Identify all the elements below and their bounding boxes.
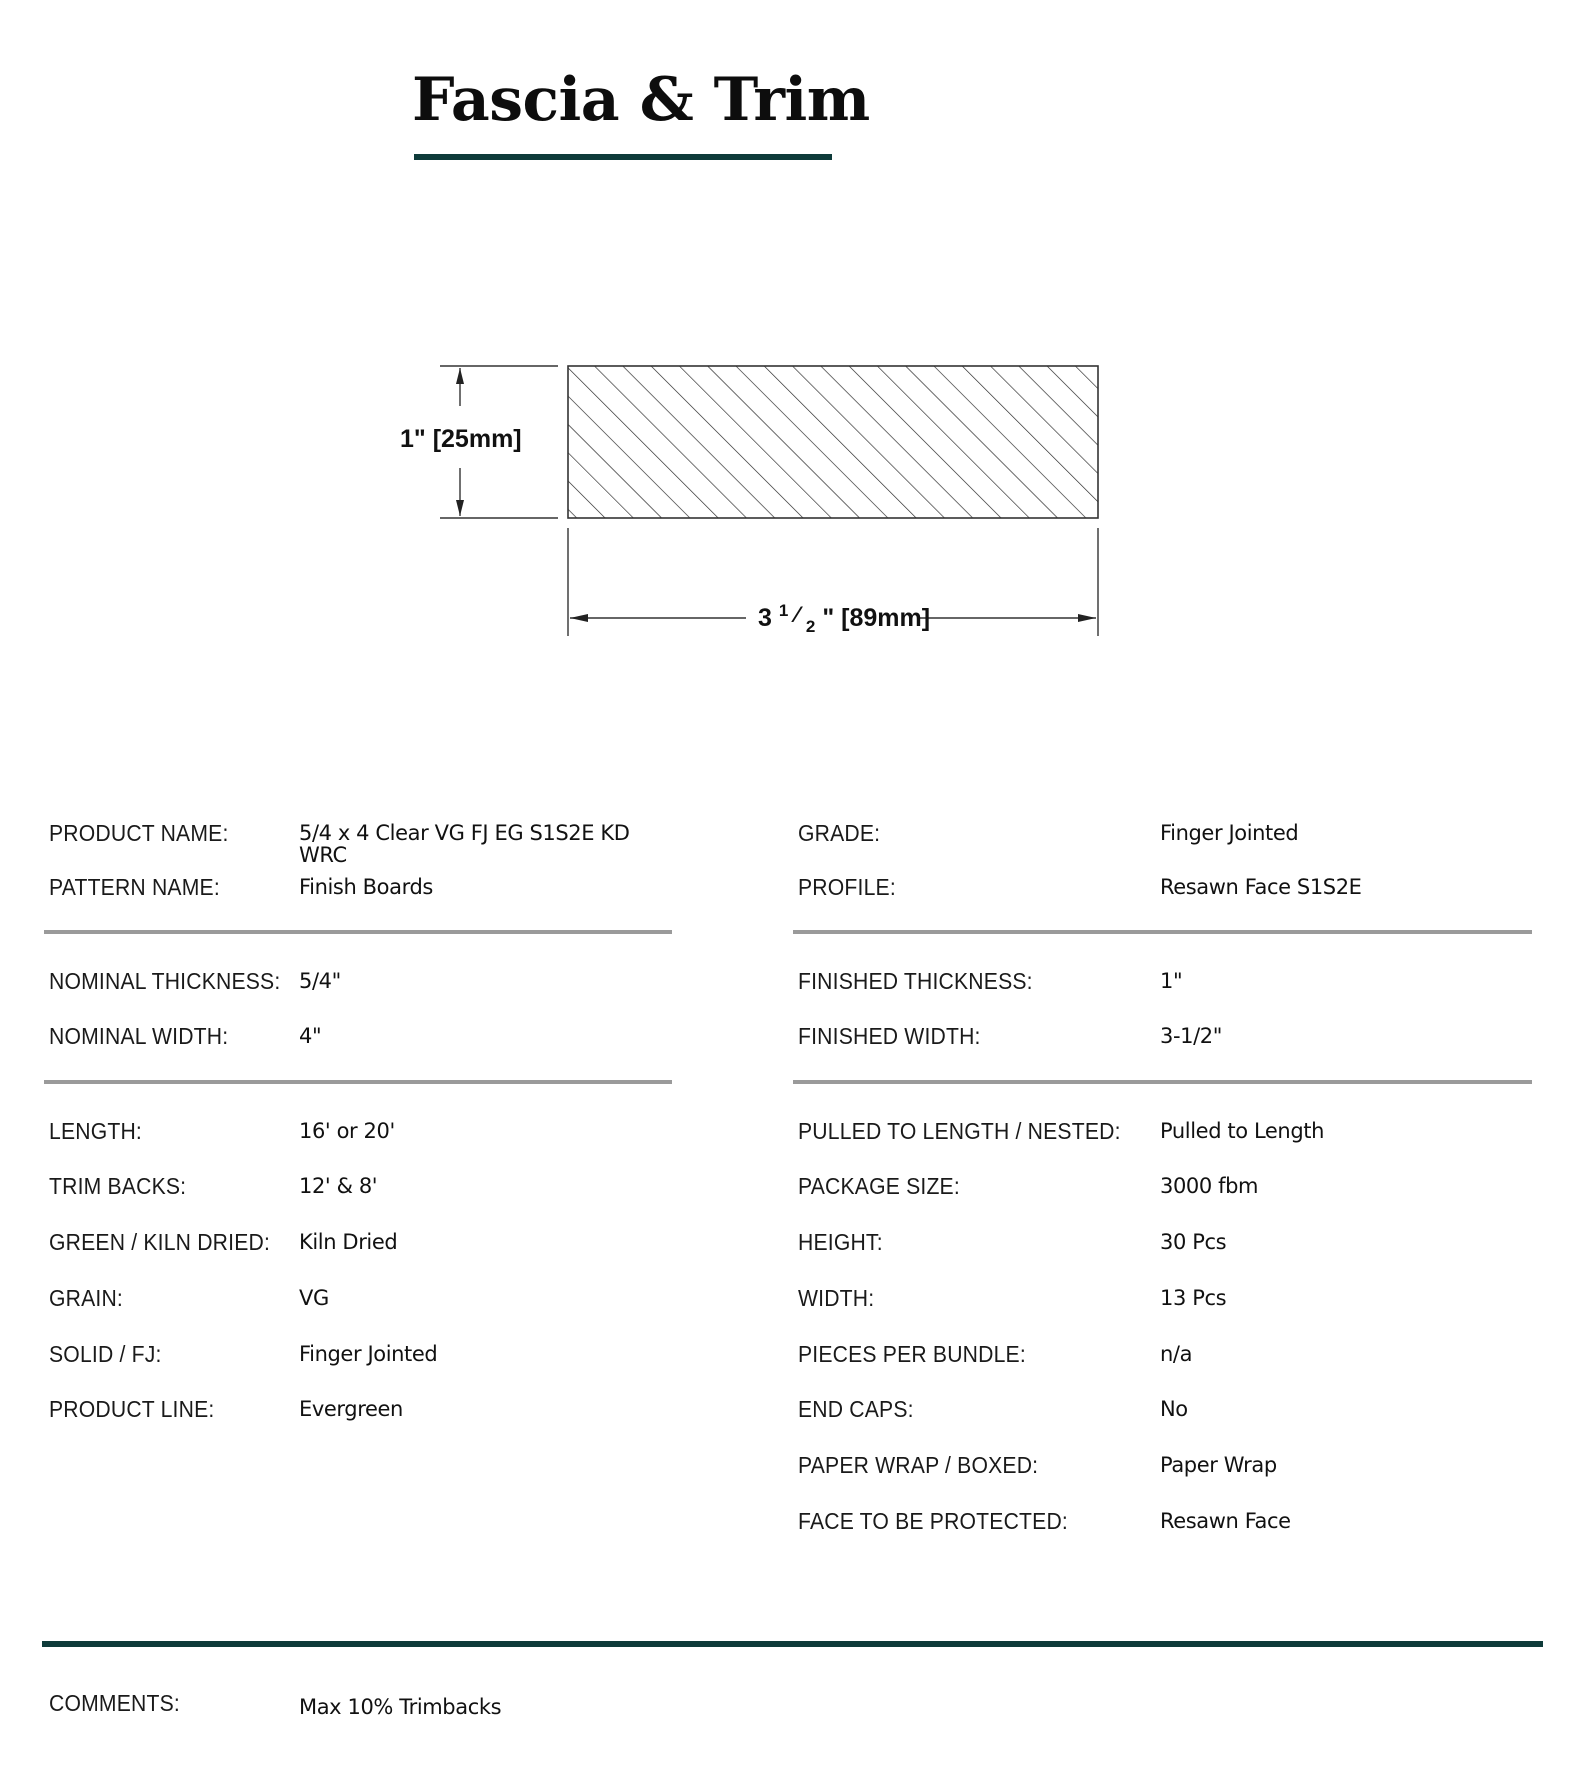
spec-row-height	[798, 1229, 1538, 1269]
spec-value: Resawn Face S1S2E	[1160, 875, 1362, 899]
spec-value: 5/4"	[299, 969, 341, 993]
spec-row-pattern-name	[49, 874, 669, 914]
spec-value: 3000 fbm	[1160, 1174, 1259, 1198]
spec-row-product-name	[49, 820, 669, 867]
spec-value: 16' or 20'	[299, 1119, 395, 1143]
spec-value: Kiln Dried	[299, 1230, 398, 1254]
spec-label: TRIM BACKS:	[49, 1173, 187, 1199]
spec-value	[299, 822, 630, 866]
spec-row-paper-wrap-boxed	[798, 1452, 1538, 1492]
spec-value: Pulled to Length	[1160, 1119, 1324, 1143]
spec-value: 12' & 8'	[299, 1174, 378, 1198]
spec-row-grade	[798, 820, 1538, 860]
spec-row-solid-fj	[49, 1341, 669, 1381]
page-title: Fascia & Trim	[412, 65, 870, 135]
spec-label: SOLID / FJ:	[49, 1341, 162, 1367]
height-label: 1" [25mm]	[400, 425, 522, 453]
spec-value: Evergreen	[299, 1397, 403, 1421]
comments-divider	[42, 1641, 1543, 1647]
spec-value: VG	[299, 1286, 329, 1310]
width-label-rest: " [89mm]	[822, 604, 931, 632]
spec-value: 30 Pcs	[1160, 1230, 1227, 1254]
spec-label: FINISHED WIDTH:	[798, 1023, 981, 1049]
spec-label: NOMINAL THICKNESS:	[49, 968, 281, 994]
spec-label: PIECES PER BUNDLE:	[798, 1341, 1026, 1367]
profile-diagram	[380, 350, 1120, 650]
comments-label: COMMENTS:	[49, 1690, 180, 1716]
title-underline	[414, 154, 832, 160]
section-divider	[44, 930, 672, 934]
width-label-whole: 3	[758, 604, 772, 632]
section-divider	[44, 1080, 672, 1084]
spec-row-width	[798, 1285, 1538, 1325]
spec-row-green-kiln-dried	[49, 1229, 669, 1269]
spec-label: GREEN / KILN DRIED:	[49, 1229, 271, 1255]
spec-row-grain	[49, 1285, 669, 1325]
spec-row-end-caps	[798, 1396, 1538, 1436]
spec-label: WIDTH:	[798, 1285, 875, 1311]
spec-label: PAPER WRAP / BOXED:	[798, 1452, 1039, 1478]
spec-row-package-size	[798, 1173, 1538, 1213]
width-arrow-right	[1078, 614, 1096, 622]
spec-label: END CAPS:	[798, 1396, 914, 1422]
height-arrow-bottom	[456, 500, 464, 516]
spec-label: GRAIN:	[49, 1285, 124, 1311]
spec-value-line2: WRC	[299, 843, 347, 867]
width-label-slash: ⁄	[795, 602, 799, 627]
spec-value: 4"	[299, 1024, 322, 1048]
spec-row-finished-width	[798, 1023, 1538, 1063]
spec-row-length	[49, 1118, 669, 1158]
spec-value: 13 Pcs	[1160, 1286, 1227, 1310]
spec-label: PROFILE:	[798, 874, 896, 900]
height-arrow-top	[456, 368, 464, 384]
board-section	[568, 366, 1098, 518]
spec-row-face-to-be-protected	[798, 1508, 1538, 1548]
spec-label: PULLED TO LENGTH / NESTED:	[798, 1118, 1121, 1144]
spec-label: PATTERN NAME:	[49, 874, 220, 900]
section-divider	[793, 930, 1532, 934]
spec-value: n/a	[1160, 1342, 1193, 1366]
spec-row-nominal-thickness	[49, 968, 669, 1008]
spec-row-product-line	[49, 1396, 669, 1436]
width-label-numerator: 1	[778, 601, 789, 620]
width-arrow-left	[570, 614, 588, 622]
spec-row-trim-backs	[49, 1173, 669, 1213]
spec-value-line1: 5/4 x 4 Clear VG FJ EG S1S2E KD	[299, 821, 630, 845]
spec-row-profile	[798, 874, 1538, 914]
spec-value: Finger Jointed	[1160, 821, 1299, 845]
comments-value: Max 10% Trimbacks	[299, 1695, 502, 1719]
spec-label: GRADE:	[798, 820, 881, 846]
spec-row-nominal-width	[49, 1023, 669, 1063]
spec-label: NOMINAL WIDTH:	[49, 1023, 229, 1049]
spec-row-finished-thickness	[798, 968, 1538, 1008]
spec-label: PRODUCT NAME:	[49, 820, 229, 846]
spec-label: PACKAGE SIZE:	[798, 1173, 960, 1199]
width-label	[758, 594, 930, 638]
spec-row-comments	[49, 1690, 949, 1730]
spec-value: Paper Wrap	[1160, 1453, 1277, 1477]
spec-value: 1"	[1160, 969, 1183, 993]
spec-value: Finger Jointed	[299, 1342, 438, 1366]
section-divider	[793, 1080, 1532, 1084]
spec-value: Resawn Face	[1160, 1509, 1291, 1533]
spec-label: HEIGHT:	[798, 1229, 883, 1255]
width-label-denominator: 2	[805, 617, 816, 636]
spec-label: LENGTH:	[49, 1118, 143, 1144]
spec-value: Finish Boards	[299, 875, 433, 899]
spec-value: No	[1160, 1397, 1188, 1421]
spec-row-pulled-to-length	[798, 1118, 1538, 1158]
spec-value: 3-1/2"	[1160, 1024, 1222, 1048]
spec-row-pieces-per-bundle	[798, 1341, 1538, 1381]
spec-label: PRODUCT LINE:	[49, 1396, 215, 1422]
spec-label: FACE TO BE PROTECTED:	[798, 1508, 1068, 1534]
spec-label: FINISHED THICKNESS:	[798, 968, 1033, 994]
